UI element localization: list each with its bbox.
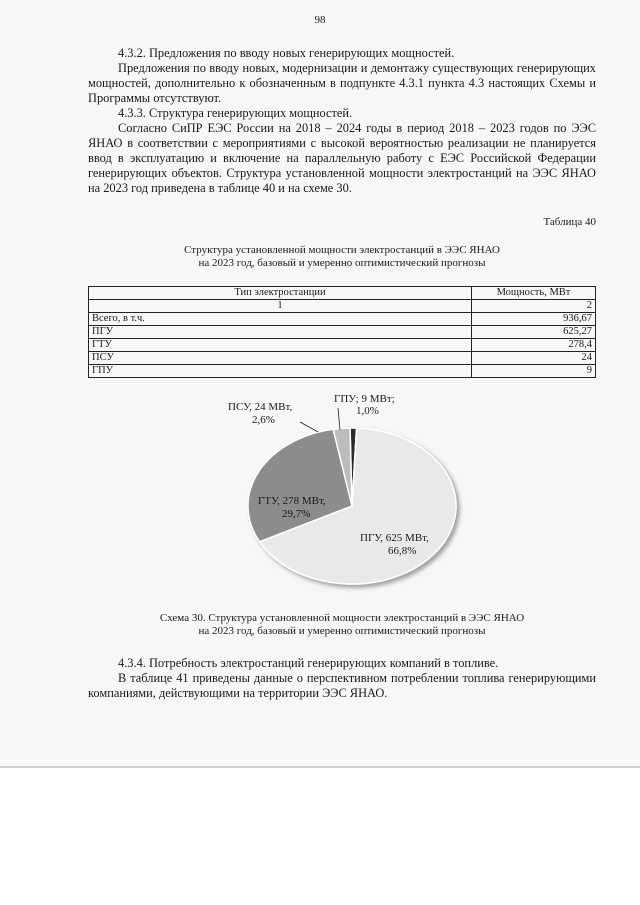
body-text-bottom xyxy=(88,656,596,701)
table-row xyxy=(89,339,596,352)
section-heading-4-3-3: 4.3.3. Структура генерирующих мощностей. xyxy=(118,106,353,120)
paragraph: Согласно СиПР ЕЭС России на 2018 – 2024 годы в период 2018 – 2023 годов по ЭЭС ЯНАО в соответствии с мероприятиями с высокой вероятностью реализации не планируется ввод в эксплуатацию и включение на параллельную работу с ЕЭС Российской Федерации генерирующих объектов. Структура установленной мощности электростанций на ЭЭС ЯНАО на 2023 год приведена в таблице 40 и на схеме 30. xyxy=(88,121,596,195)
cell-type: Всего, в т.ч. xyxy=(89,313,472,326)
gpu-label-line1: ГПУ; 9 МВт; xyxy=(334,393,395,405)
table-index-row xyxy=(89,300,596,313)
psu-leader-line xyxy=(300,422,318,432)
section-heading-4-3-2: 4.3.2. Предложения по вводу новых генерирующих мощностей. xyxy=(118,46,455,60)
header-cell-type: Тип электростанции xyxy=(89,287,472,300)
index-cell: 1 xyxy=(89,300,472,313)
gpu-label-line2: 1,0% xyxy=(356,405,379,417)
table-header-row xyxy=(89,287,596,300)
page-edge xyxy=(0,766,640,768)
figure-caption xyxy=(88,612,596,638)
table-row xyxy=(89,326,596,339)
table-row xyxy=(89,365,596,378)
gpu-leader-line xyxy=(338,408,340,430)
page-number: 98 xyxy=(314,14,326,26)
body-text-top xyxy=(88,46,596,196)
paragraph: Предложения по вводу новых, модернизации и демонтажу существующих генерирующих мощностей, дополнительно к обозначенным в подпункте 4.3.1 пункта 4.3 настоящих Схемы и Программы отсутствуют. xyxy=(88,61,596,105)
pgu-label-line2: 66,8% xyxy=(388,545,417,557)
capacity-table xyxy=(88,286,596,378)
index-cell: 2 xyxy=(472,300,596,313)
cell-type: ПГУ xyxy=(89,326,472,339)
table-row xyxy=(89,313,596,326)
pie-chart xyxy=(0,388,640,608)
caption-line2: на 2023 год, базовый и умеренно оптимистический прогнозы xyxy=(198,625,486,637)
cell-type: ГТУ xyxy=(89,339,472,352)
cell-power: 9 xyxy=(472,365,596,378)
psu-label-line2: 2,6% xyxy=(252,414,275,426)
pie-chart-area xyxy=(0,388,640,608)
table-number: Таблица 40 xyxy=(543,216,596,228)
cell-power: 936,67 xyxy=(472,313,596,326)
gtu-label-line1: ГТУ, 278 МВт, xyxy=(258,495,326,507)
paragraph: В таблице 41 приведены данные о перспективном потреблении топлива генерирующими компаниями, действующими на территории ЭЭС ЯНАО. xyxy=(88,671,596,700)
cell-power: 278,4 xyxy=(472,339,596,352)
section-heading-4-3-4: 4.3.4. Потребность электростанций генерирующих компаний в топливе. xyxy=(118,656,499,670)
gtu-label-line2: 29,7% xyxy=(282,508,311,520)
caption-line1: Схема 30. Структура установленной мощности электростанций в ЭЭС ЯНАО xyxy=(159,612,525,624)
cell-power: 24 xyxy=(472,352,596,365)
table-title-line1: Структура установленной мощности электростанций в ЭЭС ЯНАО xyxy=(184,244,500,256)
cell-type: ПСУ xyxy=(89,352,472,365)
pgu-label-line1: ПГУ, 625 МВт, xyxy=(360,532,429,544)
cell-power: 625,27 xyxy=(472,326,596,339)
table-row xyxy=(89,352,596,365)
psu-label-line1: ПСУ, 24 МВт, xyxy=(228,401,293,413)
table-title-line2: на 2023 год, базовый и умеренно оптимистический прогнозы xyxy=(198,257,486,269)
header-cell-power: Мощность, МВт xyxy=(472,287,596,300)
cell-type: ГПУ xyxy=(89,365,472,378)
table-title xyxy=(88,244,596,270)
